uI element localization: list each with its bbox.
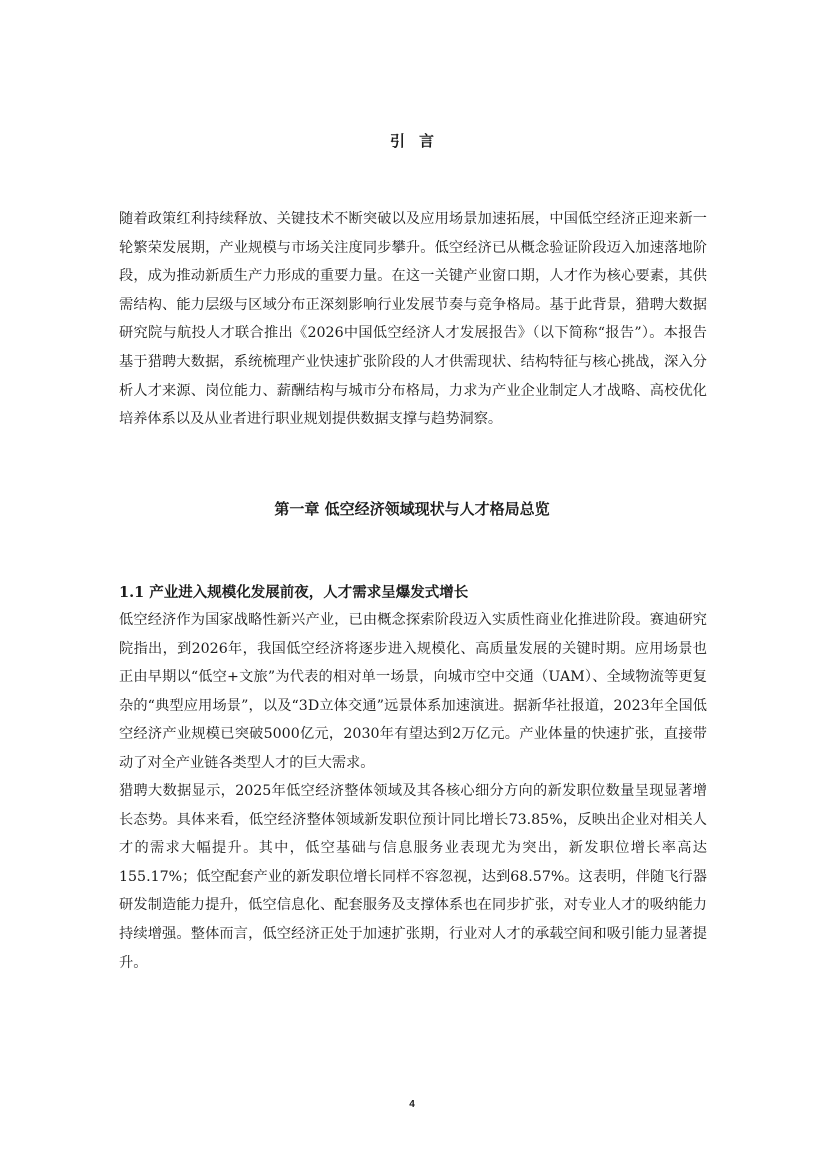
intro-paragraph: 随着政策红利持续释放、关键技术不断突破以及应用场景加速拓展，中国低空经济正迎来新一轮繁荣发展期，产业规模与市场关注度同步攀升。低空经济已从概念验证阶段迈入加速落地阶段，成为推动新质生产力形成的重要力量。在这一关键产业窗口期，人才作为核心要素，其供需结构、能力层级与区域分布正深刻影响行业发展节奏与竞争格局。基于此背景，猎聘大数据研究院与航投人才联合推出《2026中国低空经济人才发展报告》（以下简称“报告”）。本报告基于猎聘大数据，系统梳理产业快速扩张阶段的人才供需现状、结构特征与核心挑战，深入分析人才来源、岗位能力、薪酬结构与城市分布格局，力求为产业企业制定人才战略、高校优化培养体系以及从业者进行职业规划提供数据支撑与趋势洞察。: [119, 211, 707, 428]
chapter-title: 第一章 低空经济领域现状与人才格局总览: [274, 500, 550, 518]
section-paragraph-1: 低空经济作为国家战略性新兴产业，已由概念探索阶段迈入实质性商业化推进阶段。赛迪研究院指出，到2026年，我国低空经济将逐步进入规模化、高质量发展的关键时期。应用场景也正由早期以“低空+文旅”为代表的相对单一场景，向城市空中交通（UAM）、全域物流等更复杂的“典型应用场景”，以及“3D立体交通”远景体系加速演进。据新华社报道，2023年全国低空经济产业规模已突破5000亿元，2030年有望达到2万亿元。产业体量的快速扩张，直接带动了对全产业链各类型人才的巨大需求。: [119, 612, 707, 771]
section-paragraph-2: 猎聘大数据显示，2025年低空经济整体领域及其各核心细分方向的新发职位数量呈现显著增长态势。具体来看，低空经济整体领域新发职位预计同比增长73.85%，反映出企业对相关人才的需求大幅提升。其中，低空基础与信息服务业表现尤为突出，新发职位增长率高达155.17%；低空配套产业的新发职位增长同样不容忽视，达到68.57%。这表明，伴随飞行器研发制造能力提升，低空信息化、配套服务及支撑体系也在同步扩张，对专业人才的吸纳能力持续增强。整体而言，低空经济正处于加速扩张期，行业对人才的承载空间和吸引能力显著提升。: [119, 783, 707, 971]
section-heading: 1.1 产业进入规模化发展前夜，人才需求呈爆发式增长: [119, 584, 469, 601]
intro-title: 引言: [389, 132, 448, 150]
page-number: 4: [409, 1099, 415, 1110]
